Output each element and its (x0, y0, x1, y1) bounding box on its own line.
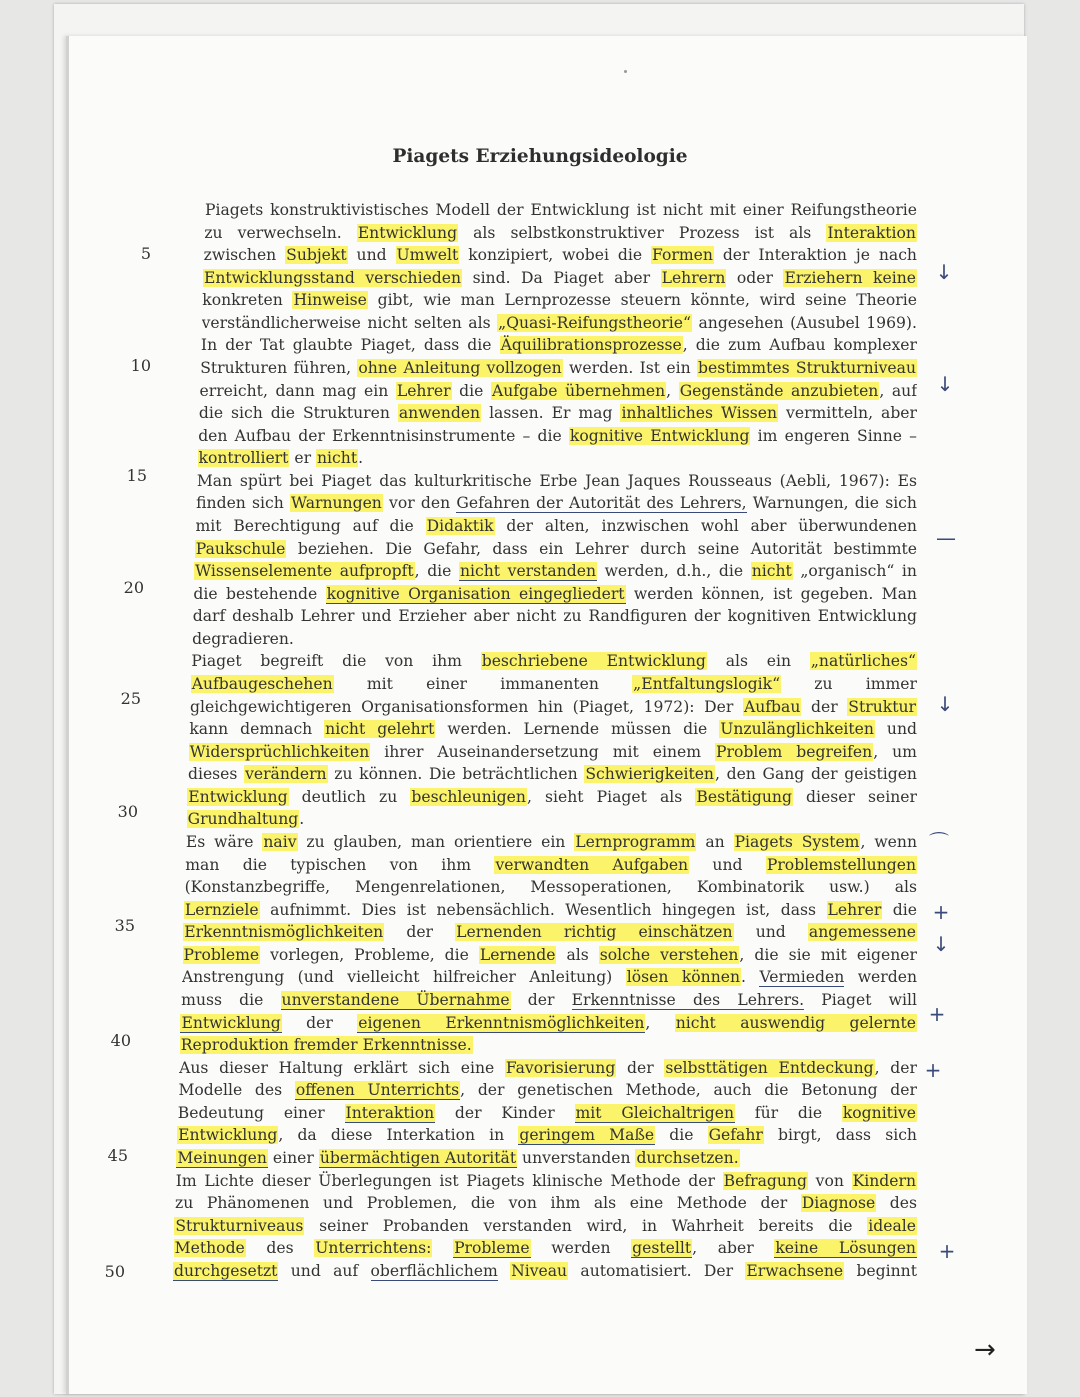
text-segment: den Aufbau der Erkenntnisinstrumente – die (198, 426, 569, 445)
margin-mark-icon: ↓ (935, 260, 953, 284)
text-segment: gibt, wie man Lernprozesse steuern könnte, wird seine Theorie (367, 291, 917, 310)
text-line (198, 447, 917, 469)
text-line (188, 763, 917, 785)
text-segment: finden sich (196, 494, 291, 513)
highlighted-phrase: bestimmtes Strukturniveau (698, 358, 916, 377)
text-segment: , (666, 381, 679, 400)
highlighted-phrase: Problem begreifen (716, 742, 873, 761)
line-number: 50 (104, 1262, 125, 1281)
text-segment: automatisiert. Der (568, 1261, 746, 1280)
text-segment: werden, d.h., die (597, 562, 751, 581)
text-line (198, 425, 917, 447)
text-segment: , der genetischen Methode, auch die Betonung der (460, 1081, 917, 1100)
next-page-arrow-icon: → (974, 1335, 996, 1365)
text-line (181, 989, 917, 1011)
text-line (174, 1215, 917, 1237)
highlighted-phrase: kognitive (842, 1103, 916, 1122)
text-segment: kann demnach (189, 720, 325, 739)
highlighted-phrase: Meinungen (177, 1148, 267, 1167)
text-segment: , aber (692, 1239, 775, 1258)
highlighted-phrase: Interaktion (827, 223, 916, 242)
highlighted-phrase: Erziehern keine (784, 268, 916, 287)
line-number: 15 (126, 466, 147, 485)
highlighted-phrase: Probleme (454, 1239, 530, 1258)
text-segment: Strukturen führen, (200, 358, 358, 377)
text-line (192, 628, 917, 650)
highlighted-phrase: kognitive Entwicklung (569, 426, 750, 445)
text-segment: der (281, 1013, 358, 1032)
line-number: 30 (117, 802, 138, 821)
text-line (195, 515, 917, 537)
highlighted-phrase: Wissenselemente aufpropft (195, 562, 414, 581)
underlined-phrase: oberflächlichem (370, 1261, 498, 1280)
highlighted-phrase: Warnungen (291, 494, 382, 513)
margin-mark-icon: ↓ (936, 372, 954, 396)
text-segment: konkreten (202, 291, 293, 310)
highlighted-phrase: durchgesetzt (174, 1261, 278, 1280)
document-title: Piagets Erziehungsideologie (392, 146, 688, 167)
text-segment: beziehen. Die Gefahr, dass ein Lehrer durch seine Autorität bestimmte (286, 539, 917, 558)
highlighted-phrase: verwandten Aufgaben (495, 855, 689, 874)
text-segment: Im Lichte dieser Überlegungen ist Piagets klinische Methode der (175, 1171, 723, 1190)
text-segment: gleichgewichtigeren Organisationsformen hin (Piaget, 1972): Der (190, 697, 743, 716)
highlighted-phrase: Lernende (479, 945, 556, 964)
text-segment: vermitteln, aber (778, 404, 917, 423)
highlighted-phrase: Reproduktion fremder Erkenntnisse. (180, 1036, 472, 1055)
text-segment: , die zum Aufbau komplexer (682, 336, 917, 355)
line-number: 45 (107, 1146, 128, 1165)
text-segment: als (556, 945, 599, 964)
text-segment: zu können. Die beträchtlichen (327, 765, 585, 784)
margin-mark-icon: ⌒ (929, 830, 949, 854)
highlighted-phrase: Gefahr (708, 1126, 763, 1145)
highlighted-phrase: nicht auswendig gelernte (675, 1013, 916, 1032)
highlighted-phrase: lösen können (626, 968, 741, 987)
margin-mark-icon: + (928, 1002, 946, 1026)
underlined-phrase: Gefahren der Autorität des Lehrers, (456, 494, 747, 513)
text-segment: unverstanden (517, 1148, 636, 1167)
text-segment: und (689, 855, 766, 874)
highlighted-phrase: Didaktik (426, 516, 494, 535)
text-segment: Aus dieser Haltung erklärt sich eine (179, 1058, 505, 1077)
highlighted-phrase: mit Gleichaltrigen (575, 1103, 735, 1122)
text-line (177, 1124, 917, 1146)
text-segment (432, 1239, 453, 1257)
underlined-phrase: Vermieden (759, 968, 845, 987)
text-segment: , auf (879, 381, 917, 400)
text-segment: vorlegen, Probleme, die (260, 945, 479, 964)
text-segment: oder (726, 268, 784, 287)
highlighted-phrase: Lernprogramm (575, 832, 696, 851)
highlighted-phrase: nicht (317, 449, 358, 468)
text-line (173, 1260, 917, 1282)
text-segment: deutlich zu (288, 787, 411, 806)
highlighted-phrase: „Quasi-Reifungstheorie“ (498, 313, 691, 332)
highlighted-phrase: Entwicklungsstand verschieden (203, 268, 462, 287)
text-line (200, 357, 917, 379)
highlighted-phrase: Widersprüchlichkeiten (189, 742, 370, 761)
highlighted-phrase: verändern (245, 765, 327, 784)
margin-mark-icon: + (938, 1239, 956, 1263)
highlighted-phrase: Interaktion (345, 1103, 435, 1122)
highlighted-phrase: beschriebene Entwicklung (481, 652, 706, 671)
text-segment: und auf (278, 1261, 371, 1280)
text-segment: birgt, dass sich (763, 1126, 917, 1145)
text-line (174, 1237, 917, 1259)
text-segment: zu immer (781, 674, 917, 693)
text-segment: der alten, inzwischen wohl aber überwundenen (494, 516, 917, 535)
text-segment: und (733, 923, 808, 942)
text-line (197, 470, 917, 492)
text-segment: die (451, 381, 491, 400)
text-segment (498, 1262, 510, 1280)
text-segment: , (645, 1013, 675, 1032)
paper-speck (624, 70, 627, 73)
text-segment: Piagets konstruktivistisches Modell der Entwicklung ist nicht mit einer Reifungstheorie (205, 201, 917, 219)
text-segment: und (347, 246, 396, 265)
text-line (183, 921, 917, 943)
text-segment: , wenn (860, 832, 917, 851)
text-segment: muss die (181, 990, 281, 1009)
text-segment: Anstrengung (und vielleicht hilfreicher Anleitung) (181, 968, 626, 987)
text-line (194, 560, 917, 582)
text-line (180, 1034, 917, 1056)
highlighted-phrase: solche verstehen (599, 945, 739, 964)
text-line (189, 718, 917, 740)
text-line (180, 1012, 917, 1034)
text-segment: im engeren Sinne – (750, 426, 917, 445)
highlighted-phrase: nicht (751, 562, 792, 581)
highlighted-phrase: geringem Maße (519, 1126, 655, 1145)
highlighted-phrase: unverstandene Übernahme (281, 990, 510, 1009)
text-segment: , um (873, 742, 917, 761)
text-line (176, 1170, 917, 1192)
margin-mark-icon: + (932, 900, 950, 924)
text-segment: , den Gang der geistigen (714, 765, 917, 784)
text-segment: (Konstanzbegriffe, Mengenrelationen, Messoperationen, Kombinatorik usw.) als (184, 878, 917, 897)
text-line (176, 1147, 917, 1169)
highlighted-phrase: Entwicklung (188, 787, 288, 806)
text-segment: werden können, ist gegeben. Man (625, 584, 917, 603)
text-segment: vor den (382, 494, 457, 513)
highlighted-phrase: Probleme (183, 945, 260, 964)
text-segment: dieser seiner (792, 787, 917, 806)
text-segment: konzipiert, wobei die (459, 246, 652, 265)
text-segment: Warnungen, die sich (746, 494, 917, 513)
highlighted-phrase: Unterrichtens: (315, 1239, 432, 1258)
highlighted-phrase: Subjekt (286, 246, 347, 265)
line-number: 35 (114, 916, 135, 935)
text-segment: . (358, 449, 364, 468)
text-segment: als selbstkonstruktiver Prozess ist als (458, 223, 827, 242)
highlighted-phrase: Methode (174, 1239, 245, 1258)
text-segment: Modelle des (178, 1081, 295, 1100)
text-segment: . (741, 968, 760, 987)
text-line (193, 605, 917, 627)
text-segment: zu verwechseln. (204, 223, 357, 242)
text-segment: und (874, 720, 917, 739)
highlighted-phrase: angemessene (808, 923, 916, 942)
text-line (175, 1192, 917, 1214)
highlighted-phrase: „Entfaltungslogik“ (633, 674, 781, 693)
text-segment: einer (267, 1148, 319, 1167)
text-segment: mit einer immanenten (333, 674, 633, 693)
line-number: 40 (110, 1031, 131, 1050)
margin-mark-icon: — (936, 526, 956, 550)
text-segment: er (289, 449, 317, 468)
text-segment: beginnt (844, 1261, 917, 1280)
margin-mark-icon: + (924, 1058, 942, 1082)
text-segment: der Kinder (435, 1103, 575, 1122)
text-line (187, 808, 917, 830)
highlighted-phrase: Lehrer (396, 381, 451, 400)
highlighted-phrase: Befragung (723, 1171, 807, 1190)
highlighted-phrase: Lehrer (827, 900, 882, 919)
text-line (182, 966, 917, 988)
highlighted-phrase: Struktur (848, 697, 916, 716)
line-number: 5 (140, 244, 151, 263)
text-segment: der Interaktion je nach (713, 246, 917, 265)
text-segment: von (807, 1171, 852, 1190)
text-segment: Piaget will (804, 990, 917, 1009)
text-segment: sind. Da Piaget aber (462, 268, 661, 287)
text-line (185, 854, 917, 876)
text-segment: Piaget begreift die von ihm (191, 652, 481, 671)
text-segment: die (882, 900, 917, 919)
highlighted-phrase: nicht gelehrt (325, 720, 435, 739)
text-line (179, 1057, 917, 1079)
text-segment: werden. Lernende müssen die (435, 720, 720, 739)
highlighted-phrase: eigenen Erkenntnismöglichkeiten (358, 1013, 645, 1032)
text-segment: , die sie mit eigener (739, 945, 917, 964)
text-line (196, 492, 917, 514)
highlighted-phrase: Schwierigkeiten (585, 765, 714, 784)
text-line (200, 380, 917, 402)
text-line (178, 1079, 917, 1101)
highlighted-phrase: Erkenntnismöglichkeiten (184, 923, 384, 942)
text-segment: seiner Probanden verstanden wird, in Wahrheit bereits die (304, 1216, 868, 1235)
text-line (205, 199, 917, 221)
highlighted-phrase: Kindern (852, 1171, 916, 1190)
margin-mark-icon: ↓ (932, 932, 950, 956)
highlighted-phrase: beschleunigen (411, 787, 526, 806)
text-line (189, 741, 917, 763)
text-segment: angesehen (Ausubel 1969). (691, 313, 917, 332)
highlighted-phrase: anwenden (398, 404, 481, 423)
text-segment: der (510, 990, 572, 1009)
text-line (204, 222, 917, 244)
text-segment: ihrer Auseinandersetzung mit einem (370, 742, 715, 761)
text-segment: „organisch“ in (792, 562, 917, 581)
text-segment: In der Tat glaubte Piaget, dass die (200, 336, 500, 355)
highlighted-phrase: Strukturniveaus (175, 1216, 304, 1235)
text-segment: verständlicherweise nicht selten als (201, 313, 498, 332)
text-line (191, 673, 917, 695)
line-number: 25 (120, 689, 141, 708)
highlighted-phrase: Äquilibrationsprozesse (500, 336, 682, 355)
text-segment: , da diese Interkation in (278, 1126, 519, 1145)
text-segment: zu glauben, man orientiere ein (297, 832, 575, 851)
text-segment: , sieht Piaget als (526, 787, 696, 806)
highlighted-phrase: selbsttätigen Entdeckung (665, 1058, 874, 1077)
highlighted-phrase: Problemstellungen (766, 855, 916, 874)
text-segment: werden (530, 1239, 632, 1258)
highlighted-phrase: Formen (652, 246, 713, 265)
text-line (186, 831, 917, 853)
underlined-phrase: Erkenntnisse des Lehrers. (571, 990, 805, 1009)
text-segment: lassen. Er mag (481, 404, 621, 423)
highlighted-phrase: Erwachsene (746, 1261, 844, 1280)
highlighted-phrase: Piagets System (734, 832, 860, 851)
text-segment: dieses (187, 765, 245, 784)
highlighted-phrase: keine Lösungen (775, 1239, 916, 1258)
text-segment: darf deshalb Lehrer und Erzieher aber nicht zu Randfiguren der kognitiven Entwicklung (192, 607, 917, 626)
highlighted-phrase: offenen Unterrichts (295, 1081, 460, 1100)
text-segment: der (384, 923, 456, 942)
highlighted-phrase: durchsetzen. (636, 1148, 739, 1167)
text-segment: zu Phänomenen und Problemen, die von ihm als eine Methode der (175, 1194, 801, 1213)
text-line (184, 899, 917, 921)
text-segment: Man spürt bei Piaget das kulturkritische Erbe Jean Jaques Rousseaus (Aebli, 1967): Es (196, 471, 917, 490)
text-segment: Bedeutung einer (177, 1103, 345, 1122)
text-line (187, 786, 917, 808)
text-line (195, 538, 917, 560)
text-segment: . (299, 810, 305, 829)
highlighted-phrase: Lernenden richtig einschätzen (456, 923, 733, 942)
text-segment: zwischen (203, 246, 286, 265)
text-segment: , die (414, 562, 459, 581)
text-line (204, 244, 917, 266)
text-segment: der (801, 697, 848, 716)
highlighted-phrase: Aufbau (743, 697, 801, 716)
highlighted-phrase: Gegenstände anzubieten (679, 381, 879, 400)
line-number: 10 (130, 356, 151, 375)
text-line (191, 650, 917, 672)
highlighted-phrase: Favorisierung (505, 1058, 616, 1077)
highlighted-phrase: Entwicklung (178, 1126, 278, 1145)
text-segment: erreicht, dann mag ein (199, 381, 396, 400)
highlighted-phrase: gestellt (632, 1239, 692, 1258)
highlighted-phrase: nicht verstanden (459, 562, 596, 581)
text-segment: werden (844, 968, 917, 987)
text-segment: des (876, 1194, 917, 1213)
text-line (199, 402, 917, 424)
text-segment: des (245, 1239, 315, 1258)
text-segment: , der (874, 1058, 917, 1077)
text-line (201, 334, 917, 356)
text-line (185, 876, 917, 898)
highlighted-phrase: naiv (263, 832, 297, 851)
highlighted-phrase: Entwicklung (181, 1013, 281, 1032)
highlighted-phrase: Lernziele (184, 900, 259, 919)
highlighted-phrase: Aufgabe übernehmen (491, 381, 666, 400)
text-segment: die sich die Strukturen (198, 404, 398, 423)
highlighted-phrase: inhaltliches Wissen (621, 404, 778, 423)
text-line (178, 1102, 917, 1124)
highlighted-phrase: Grundhaltung (187, 810, 299, 829)
highlighted-phrase: Aufbaugeschehen (191, 674, 333, 693)
text-line (190, 696, 917, 718)
text-segment: an (696, 832, 734, 851)
text-segment: die (655, 1126, 708, 1145)
text-segment: Es wäre (185, 832, 263, 851)
highlighted-phrase: Niveau (511, 1261, 568, 1280)
text-line (193, 583, 917, 605)
highlighted-phrase: Unzulänglichkeiten (720, 720, 874, 739)
highlighted-phrase: Lehrern (661, 268, 726, 287)
highlighted-phrase: kognitive Organisation eingegliedert (326, 584, 625, 603)
text-line (203, 267, 917, 289)
text-segment: der (616, 1058, 665, 1077)
text-segment: die bestehende (193, 584, 326, 603)
text-segment: als ein (706, 652, 810, 671)
highlighted-phrase: ideale (868, 1216, 916, 1235)
line-number: 20 (123, 578, 144, 597)
highlighted-phrase: Paukschule (195, 539, 286, 558)
text-segment: mit Berechtigung auf die (195, 516, 426, 535)
highlighted-phrase: Hinweise (293, 291, 367, 310)
highlighted-phrase: Diagnose (801, 1194, 876, 1213)
highlighted-phrase: kontrolliert (198, 449, 289, 468)
text-line (202, 312, 917, 334)
highlighted-phrase: ohne Anleitung vollzogen (358, 358, 562, 377)
highlighted-phrase: Umwelt (396, 246, 459, 265)
text-segment: werden. Ist ein (562, 358, 698, 377)
highlighted-phrase: „natürliches“ (810, 652, 916, 671)
highlighted-phrase: Entwicklung (357, 223, 458, 242)
text-line (183, 944, 917, 966)
margin-mark-icon: ↓ (936, 692, 954, 716)
highlighted-phrase: übermächtigen Autorität (319, 1148, 517, 1167)
text-segment: aufnimmt. Dies ist nebensächlich. Wesentlich hingegen ist, dass (259, 900, 827, 919)
text-segment: degradieren. (192, 629, 294, 648)
text-segment: man die typischen von ihm (185, 855, 495, 874)
highlighted-phrase: Bestätigung (696, 787, 792, 806)
text-line (202, 289, 917, 311)
text-segment: für die (735, 1103, 842, 1122)
